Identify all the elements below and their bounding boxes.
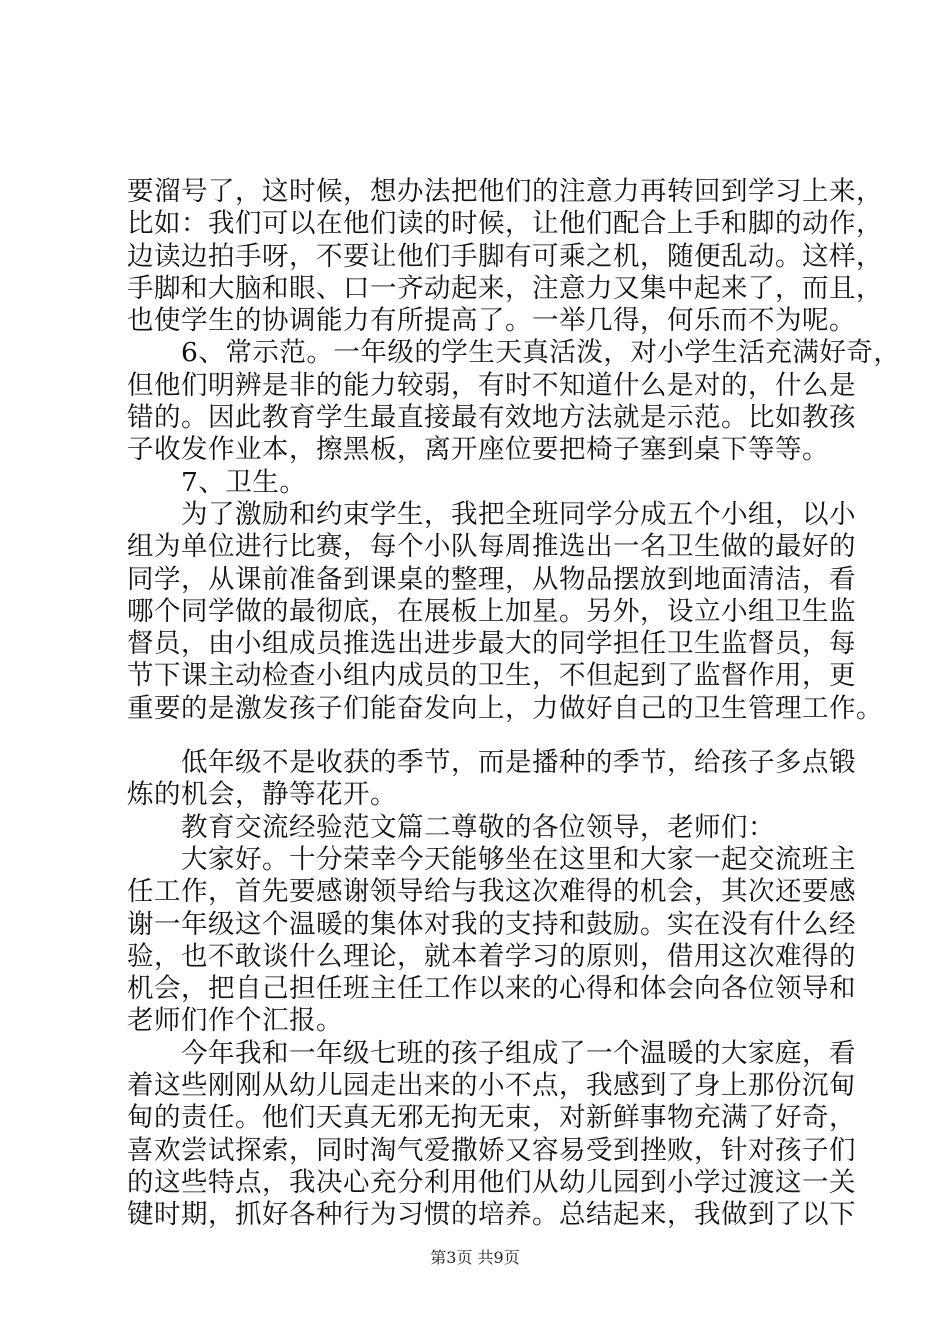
text-line: 低年级不是收获的季节，而是播种的季节，给孩子多点锻	[127, 747, 856, 779]
text-line: 子收发作业本，擦黑板，离开座位要把椅子塞到桌下等等。	[127, 434, 829, 466]
text-line: 同学，从课前准备到课桌的整理，从物品摆放到地面清洁，看	[127, 563, 856, 595]
text-line: 督员，由小组成员推选出进步最大的同学担任卫生监督员，每	[127, 628, 856, 660]
text-line: 的这些特点，我决心充分利用他们从幼儿园到小学过渡这一关	[127, 1166, 856, 1198]
text-line: 教育交流经验范文篇二尊敬的各位领导，老师们：	[127, 811, 775, 843]
text-line: 喜欢尝试探索，同时淘气爱撒娇又容易受到挫败，针对孩子们	[127, 1134, 856, 1166]
text-line: 大家好。十分荣幸今天能够坐在这里和大家一起交流班主	[127, 843, 856, 875]
text-line: 错的。因此教育学生最直接最有效地方法就是示范。比如教孩	[127, 402, 856, 434]
text-line: 要溜号了，这时候，想办法把他们的注意力再转回到学习上来，	[127, 176, 883, 207]
text-line: 比如：我们可以在他们读的时候，让他们配合上手和脚的动作，	[127, 208, 883, 240]
text-line: 老师们作个汇报。	[127, 1005, 343, 1037]
text-line: 哪个同学做的最彻底，在展板上加星。另外，设立小组卫生监	[127, 595, 856, 627]
text-line: 着这些刚刚从幼儿园走出来的小不点，我感到了身上那份沉甸	[127, 1070, 856, 1102]
text-line: 6、常示范。一年级的学生天真活泼，对小学生活充满好奇，	[127, 337, 901, 369]
text-line: 也使学生的协调能力有所提高了。一举几得，何乐而不为呢。	[127, 305, 856, 337]
text-line: 验，也不敢谈什么理论，就本着学习的原则，借用这次难得的	[127, 940, 856, 972]
text-line: 边读边拍手呀，不要让他们手脚有可乘之机，随便乱动。这样，	[127, 240, 883, 272]
body-text	[127, 176, 901, 1232]
text-line: 键时期，抓好各种行为习惯的培养。总结起来，我做到了以下	[127, 1199, 856, 1231]
paragraph-gap	[127, 725, 827, 747]
text-line: 重要的是激发孩子们能奋发向上，力做好自己的卫生管理工作。	[127, 692, 883, 724]
page-footer: 第3页 共9页	[430, 1248, 520, 1267]
text-line: 谢一年级这个温暖的集体对我的支持和鼓励。实在没有什么经	[127, 908, 856, 940]
text-line: 任工作，首先要感谢领导给与我这次难得的机会，其次还要感	[127, 876, 856, 908]
text-line: 为了激励和约束学生，我把全班同学分成五个小组，以小	[127, 498, 856, 530]
text-line: 炼的机会，静等花开。	[127, 779, 397, 811]
text-line: 甸的责任。他们天真无邪无拘无束，对新鲜事物充满了好奇，	[127, 1102, 856, 1134]
text-line: 但他们明辨是非的能力较弱，有时不知道什么是对的，什么是	[127, 369, 856, 401]
text-line: 机会，把自己担任班主任工作以来的心得和体会向各位领导和	[127, 973, 856, 1005]
text-line: 手脚和大脑和眼、口一齐动起来，注意力又集中起来了，而且，	[127, 272, 883, 304]
text-line: 节下课主动检查小组内成员的卫生，不但起到了监督作用，更	[127, 660, 856, 692]
text-line: 7、卫生。	[127, 466, 307, 498]
text-line: 今年我和一年级七班的孩子组成了一个温暖的大家庭，看	[127, 1037, 856, 1069]
text-line: 组为单位进行比赛，每个小队每周推选出一名卫生做的最好的	[127, 531, 856, 563]
